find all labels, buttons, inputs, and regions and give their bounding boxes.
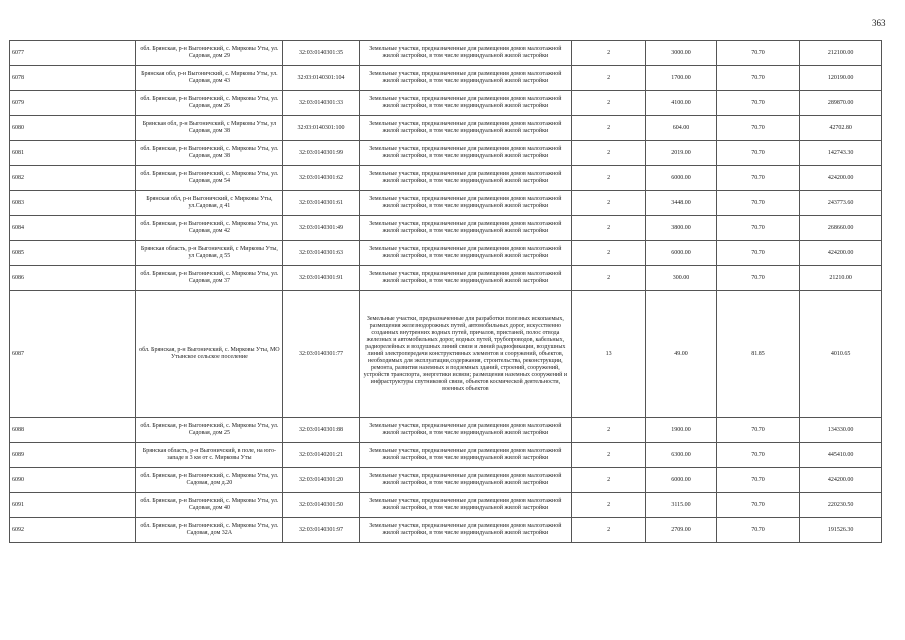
land-use-description: Земельные участки, предназначенные для размещения домов малоэтажной жилой застройки, в том числе индивидуальной жилой застройки: [359, 66, 571, 91]
cadastral-number: 32:03:0140301:88: [283, 418, 359, 443]
address-cell: обл. Брянская, р-н Выгоничский, с. Мирковы Уты, ул. Садовая, дом 29: [136, 41, 283, 66]
specific-value-rate: 70.70: [716, 241, 800, 266]
table-row: [10, 166, 882, 191]
specific-value-rate: 70.70: [716, 266, 800, 291]
land-use-description: Земельные участки, предназначенные для размещения домов малоэтажной жилой застройки, в том числе индивидуальной жилой застройки: [359, 41, 571, 66]
land-use-description: Земельные участки, предназначенные для размещения домов малоэтажной жилой застройки, в том числе индивидуальной жилой застройки: [359, 191, 571, 216]
specific-value-rate: 70.70: [716, 493, 800, 518]
address-cell: Брянская область, р-н Выгоничский, с Мирковы Уты, ул Садовая, д 55: [136, 241, 283, 266]
address-cell: Брянская обл, р-н Выгоничский, с Мирковы Уты, ул Садовая, дом 38: [136, 116, 283, 141]
use-group: 2: [571, 66, 645, 91]
cadastral-number: 32:03:0140301:33: [283, 91, 359, 116]
use-group: 2: [571, 443, 645, 468]
cadastral-number: 32:03:0140301:77: [283, 291, 359, 418]
use-group: 2: [571, 166, 645, 191]
record-number: 6081: [10, 141, 136, 166]
area-value: 2019.00: [646, 141, 716, 166]
table-row: [10, 41, 882, 66]
use-group: 2: [571, 191, 645, 216]
use-group: 2: [571, 141, 645, 166]
cadastral-value: 120190.00: [800, 66, 882, 91]
address-cell: обл. Брянская, р-н Выгоничский, с. Мирковы Уты, ул. Садовая, дом 26: [136, 91, 283, 116]
specific-value-rate: 70.70: [716, 116, 800, 141]
cadastral-value: 220230.50: [800, 493, 882, 518]
specific-value-rate: 81.85: [716, 291, 800, 418]
table-row: [10, 141, 882, 166]
area-value: 49.00: [646, 291, 716, 418]
area-value: 1900.00: [646, 418, 716, 443]
use-group: 2: [571, 41, 645, 66]
cadastral-number: 32:03:0140301:91: [283, 266, 359, 291]
cadastral-number: 32:03:0140301:61: [283, 191, 359, 216]
area-value: 300.00: [646, 266, 716, 291]
area-value: 6000.00: [646, 166, 716, 191]
cadastral-value: 424200.00: [800, 468, 882, 493]
cadastral-number: 32:03:0140301:104: [283, 66, 359, 91]
address-cell: Брянская обл, р-н Выгоничский, с Мирковы Уты, ул.Садовая, д 41: [136, 191, 283, 216]
land-use-description: Земельные участки, предназначенные для размещения домов малоэтажной жилой застройки, в том числе индивидуальной жилой застройки: [359, 418, 571, 443]
address-cell: обл. Брянская, р-н Выгоничский, с. Мирковы Уты, ул. Садовая, дом д.20: [136, 468, 283, 493]
record-number: 6082: [10, 166, 136, 191]
cadastral-number: 32:03:0140301:97: [283, 518, 359, 543]
use-group: 2: [571, 241, 645, 266]
area-value: 3115.00: [646, 493, 716, 518]
table-row: [10, 91, 882, 116]
address-cell: обл. Брянская, р-н Выгоничский, с. Мирковы Уты, МО Утынское сельское поселение: [136, 291, 283, 418]
record-number: 6084: [10, 216, 136, 241]
table-row: [10, 216, 882, 241]
cadastral-value: 424200.00: [800, 166, 882, 191]
specific-value-rate: 70.70: [716, 468, 800, 493]
table-row: [10, 116, 882, 141]
area-value: 3000.00: [646, 41, 716, 66]
record-number: 6077: [10, 41, 136, 66]
cadastral-value: 212100.00: [800, 41, 882, 66]
area-value: 2709.00: [646, 518, 716, 543]
address-cell: обл. Брянская, р-н Выгоничский, с. Мирковы Уты, ул. Садовая, дом 37: [136, 266, 283, 291]
table-row: [10, 291, 882, 418]
area-value: 604.00: [646, 116, 716, 141]
use-group: 13: [571, 291, 645, 418]
use-group: 2: [571, 418, 645, 443]
specific-value-rate: 70.70: [716, 141, 800, 166]
record-number: 6085: [10, 241, 136, 266]
record-number: 6086: [10, 266, 136, 291]
page-number: 363: [872, 18, 886, 28]
table-row: [10, 443, 882, 468]
land-use-description: Земельные участки, предназначенные для размещения домов малоэтажной жилой застройки, в том числе индивидуальной жилой застройки: [359, 443, 571, 468]
record-number: 6091: [10, 493, 136, 518]
specific-value-rate: 70.70: [716, 66, 800, 91]
land-use-description: Земельные участки, предназначенные для размещения домов малоэтажной жилой застройки, в том числе индивидуальной жилой застройки: [359, 266, 571, 291]
record-number: 6080: [10, 116, 136, 141]
table-row: [10, 493, 882, 518]
table-row: [10, 418, 882, 443]
table-row: [10, 66, 882, 91]
use-group: 2: [571, 266, 645, 291]
specific-value-rate: 70.70: [716, 443, 800, 468]
land-use-description: Земельные участки, предназначенные для размещения домов малоэтажной жилой застройки, в том числе индивидуальной жилой застройки: [359, 216, 571, 241]
table-row: [10, 191, 882, 216]
land-use-description: Земельные участки, предназначенные для размещения домов малоэтажной жилой застройки, в том числе индивидуальной жилой застройки: [359, 116, 571, 141]
land-use-description: Земельные участки, предназначенные для размещения домов малоэтажной жилой застройки, в том числе индивидуальной жилой застройки: [359, 493, 571, 518]
cadastral-value: 445410.00: [800, 443, 882, 468]
record-number: 6089: [10, 443, 136, 468]
specific-value-rate: 70.70: [716, 191, 800, 216]
cadastral-value: 4010.65: [800, 291, 882, 418]
address-cell: обл. Брянская, р-н Выгоничский, с. Мирковы Уты, ул. Садовая, дом 54: [136, 166, 283, 191]
cadastral-number: 32:03:0140301:100: [283, 116, 359, 141]
area-value: 4100.00: [646, 91, 716, 116]
cadastral-value: 42702.80: [800, 116, 882, 141]
address-cell: обл. Брянская, р-н Выгоничский, с. Мирковы Уты, ул. Садовая, дом 42: [136, 216, 283, 241]
use-group: 2: [571, 116, 645, 141]
cadastral-value: 243773.60: [800, 191, 882, 216]
use-group: 2: [571, 468, 645, 493]
address-cell: обл. Брянская, р-н Выгоничский, с. Мирковы Уты, ул. Садовая, дом 25: [136, 418, 283, 443]
cadastral-value: 142743.30: [800, 141, 882, 166]
specific-value-rate: 70.70: [716, 518, 800, 543]
address-cell: Брянская обл, р-н Выгоничский, с. Мирковы Уты, ул. Садовая, дом 43: [136, 66, 283, 91]
area-value: 6300.00: [646, 443, 716, 468]
cadastral-number: 32:03:0140301:63: [283, 241, 359, 266]
record-number: 6078: [10, 66, 136, 91]
use-group: 2: [571, 518, 645, 543]
cadastral-value: 21210.00: [800, 266, 882, 291]
area-value: 6000.00: [646, 241, 716, 266]
land-use-description: Земельные участки, предназначенные для разработки полезных ископаемых, размещения железнодорожных путей, автомобильных дорог, искусственно созданных внутренних водных путей, причалов, пристаней, полос отвода железных и автомобильных дорог, водных путей, трубопроводов, кабельных, радиорелейных и воздушных линий связи и линий радиофикации, воздушных линий электропередачи конструктивных элементов и сооружений, объектов, необходимых для эксплуатации,содержания, строительства, реконструкции, ремонта, развития наземных и подземных зданий, строений, сооружений, устройств транспорта, энергетики исвязи; размещения наземных сооружений и инфраструктуры спутниковой связи, объектов космической деятельности, военных объектов: [359, 291, 571, 418]
record-number: 6090: [10, 468, 136, 493]
table-row: [10, 266, 882, 291]
land-use-description: Земельные участки, предназначенные для размещения домов малоэтажной жилой застройки, в том числе индивидуальной жилой застройки: [359, 141, 571, 166]
land-use-description: Земельные участки, предназначенные для размещения домов малоэтажной жилой застройки, в том числе индивидуальной жилой застройки: [359, 166, 571, 191]
land-use-description: Земельные участки, предназначенные для размещения домов малоэтажной жилой застройки, в том числе индивидуальной жилой застройки: [359, 91, 571, 116]
area-value: 6000.00: [646, 468, 716, 493]
cadastral-number: 32:03:0140301:20: [283, 468, 359, 493]
address-cell: Брянская область, р-н Выгоничский, в поле, на юго-западе в 3 км от с. Мирковы Уты: [136, 443, 283, 468]
cadastral-number: 32:03:0140301:50: [283, 493, 359, 518]
specific-value-rate: 70.70: [716, 216, 800, 241]
record-number: 6079: [10, 91, 136, 116]
area-value: 3448.00: [646, 191, 716, 216]
area-value: 3800.00: [646, 216, 716, 241]
record-number: 6092: [10, 518, 136, 543]
area-value: 1700.00: [646, 66, 716, 91]
land-use-description: Земельные участки, предназначенные для размещения домов малоэтажной жилой застройки, в том числе индивидуальной жилой застройки: [359, 518, 571, 543]
cadastral-number: 32:03:0140201:21: [283, 443, 359, 468]
table-row: [10, 518, 882, 543]
record-number: 6087: [10, 291, 136, 418]
cadastral-number: 32:03:0140301:35: [283, 41, 359, 66]
land-registry-table: [9, 40, 882, 543]
use-group: 2: [571, 216, 645, 241]
specific-value-rate: 70.70: [716, 418, 800, 443]
cadastral-value: 134330.00: [800, 418, 882, 443]
cadastral-number: 32:03:0140301:62: [283, 166, 359, 191]
table-row: [10, 241, 882, 266]
use-group: 2: [571, 91, 645, 116]
cadastral-number: 32:03:0140301:99: [283, 141, 359, 166]
address-cell: обл. Брянская, р-н Выгоничский, с. Мирковы Уты, ул. Садовая, дом 32А: [136, 518, 283, 543]
specific-value-rate: 70.70: [716, 41, 800, 66]
address-cell: обл. Брянская, р-н Выгоничский, с. Мирковы Уты, ул. Садовая, дом 38: [136, 141, 283, 166]
record-number: 6083: [10, 191, 136, 216]
cadastral-value: 191526.30: [800, 518, 882, 543]
land-use-description: Земельные участки, предназначенные для размещения домов малоэтажной жилой застройки, в том числе индивидуальной жилой застройки: [359, 468, 571, 493]
cadastral-value: 424200.00: [800, 241, 882, 266]
table-row: [10, 468, 882, 493]
specific-value-rate: 70.70: [716, 166, 800, 191]
cadastral-number: 32:03:0140301:49: [283, 216, 359, 241]
cadastral-value: 289870.00: [800, 91, 882, 116]
specific-value-rate: 70.70: [716, 91, 800, 116]
cadastral-value: 268660.00: [800, 216, 882, 241]
land-use-description: Земельные участки, предназначенные для размещения домов малоэтажной жилой застройки, в том числе индивидуальной жилой застройки: [359, 241, 571, 266]
address-cell: обл. Брянская, р-н Выгоничский, с. Мирковы Уты, ул. Садовая, дом 40: [136, 493, 283, 518]
record-number: 6088: [10, 418, 136, 443]
use-group: 2: [571, 493, 645, 518]
